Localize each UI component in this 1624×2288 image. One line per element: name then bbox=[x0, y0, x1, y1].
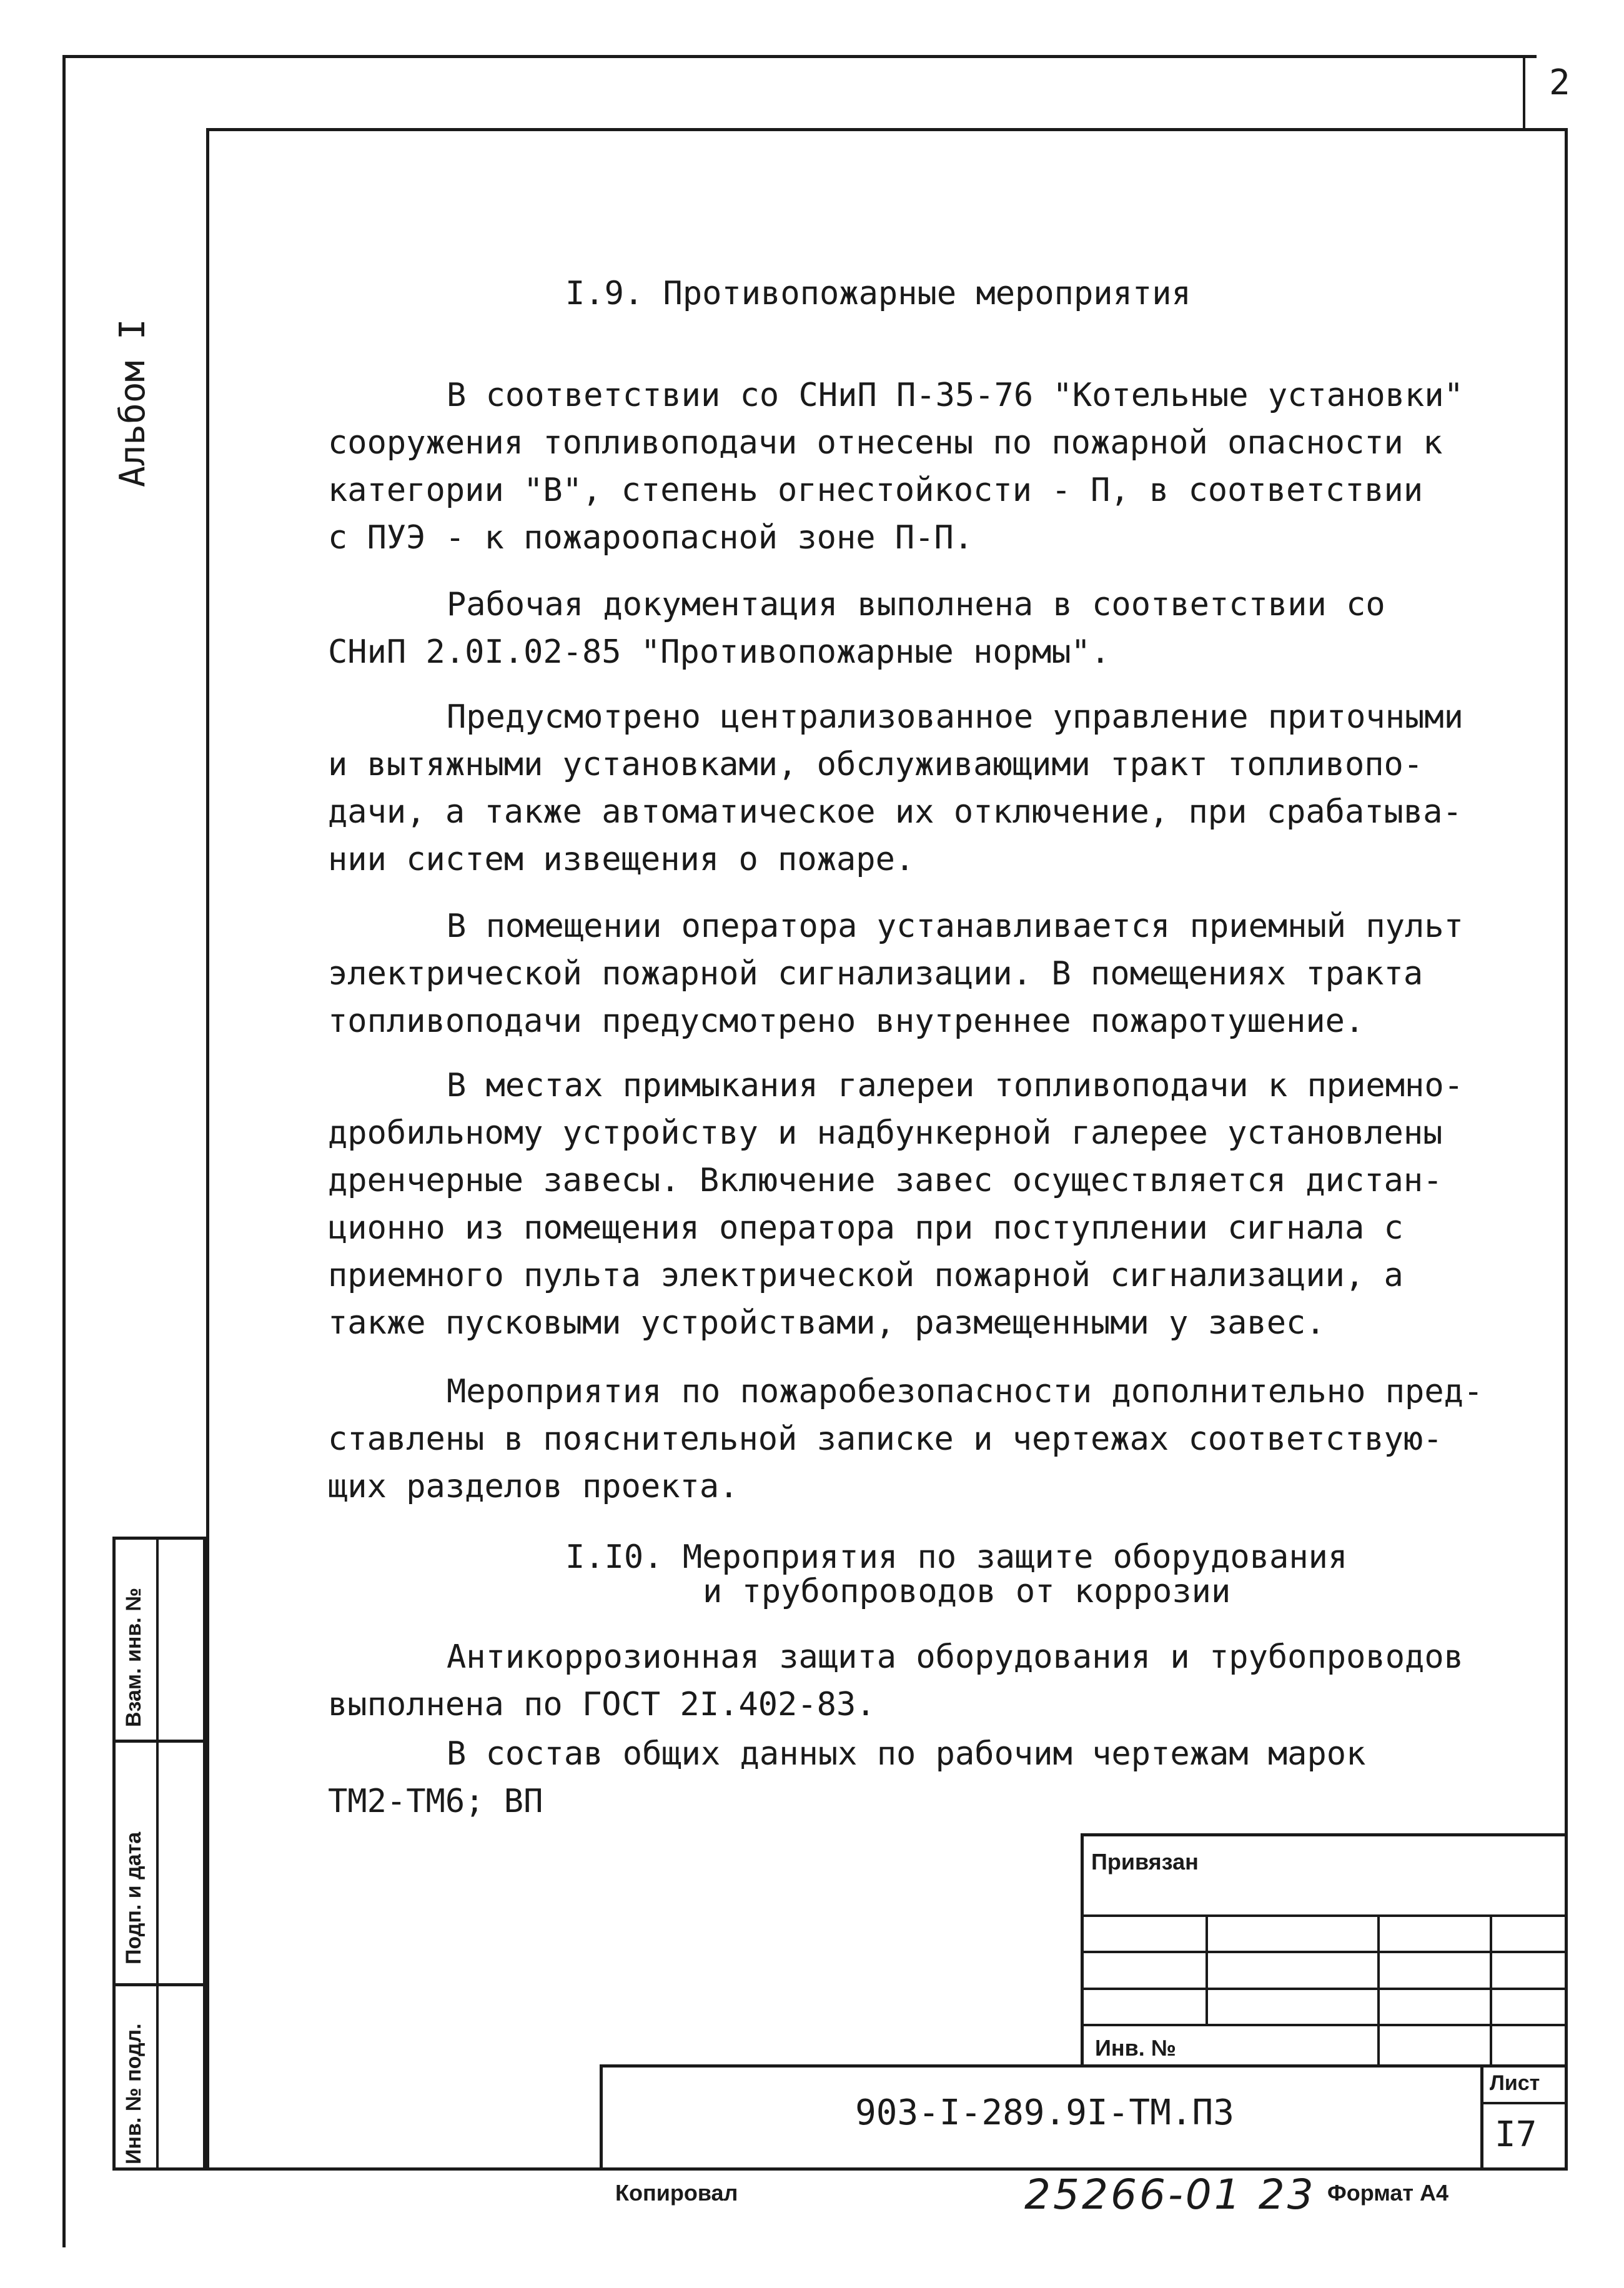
sheet-number: I7 bbox=[1495, 2114, 1537, 2155]
sheet-label: Лист bbox=[1490, 2071, 1540, 2095]
section-heading: I.I0. Мероприятия по защите оборудования bbox=[565, 1538, 1348, 1576]
paragraph: В помещении оператора устанавливается приемный пульт электрической пожарной сигнализации. В помещениях тракта топливоподачи предусмотрено внутреннее пожаротушение. bbox=[328, 908, 1463, 1040]
stamp-signature-date: Подп. и дата bbox=[122, 1831, 146, 1964]
grid-line bbox=[1490, 1914, 1492, 2068]
paragraph: В состав общих данных по рабочим чертежам марок ТМ2-ТМ6; ВП bbox=[328, 1735, 1366, 1820]
archive-number: 25266-01 23 bbox=[1024, 2171, 1316, 2219]
inv-number-label: Инв. № bbox=[1095, 2035, 1176, 2061]
title-block-stamp bbox=[1081, 1833, 1568, 2068]
album-label: Альбом I bbox=[112, 319, 153, 487]
grid-line bbox=[1084, 1951, 1565, 1953]
paragraph: В местах примыкания галереи топливоподачи к приемно- дробильному устройству и надбункерной галерее установлены дренчерные завесы. Включение завес осуществляется дистан- ционно из помещения оператора при поступлении сигнала с приемного пульта электрической пожарной сигнализации, а также пусковыми устройствами, размещенными у завес. bbox=[328, 1067, 1463, 1342]
copied-label: Копировал bbox=[615, 2180, 738, 2206]
paragraph: Мероприятия по пожаробезопасности дополнительно пред- ставлены в пояснительной записке и чертежах соответствую- щих разделов проекта. bbox=[328, 1373, 1483, 1505]
page-corner-number: 2 bbox=[1549, 62, 1570, 103]
grid-line bbox=[1084, 2024, 1565, 2026]
stamp-inv-original: Инв. № подл. bbox=[122, 2023, 146, 2164]
section-heading-line2: и трубопроводов от коррозии bbox=[703, 1573, 1231, 1610]
grid-line bbox=[1084, 1988, 1565, 1990]
corner-divider bbox=[1523, 55, 1525, 130]
side-stamp-column bbox=[112, 1537, 206, 2171]
section-heading: I.9. Противопожарные мероприятия bbox=[565, 275, 1191, 312]
paragraph: Предусмотрено централизованное управление приточными и вытяжными установками, обслуживающими тракт топливопо- дачи, а также автоматическое их отключение, при срабатыва- нии систем извещения о пожаре. bbox=[328, 698, 1463, 878]
stamp-replaced-inv: Взам. инв. № bbox=[122, 1587, 146, 1727]
grid-line bbox=[1377, 1914, 1380, 2068]
outer-frame-top bbox=[62, 55, 1537, 58]
sheet-cell bbox=[1480, 2068, 1565, 2167]
title-block-main bbox=[600, 2064, 1568, 2171]
linked-label: Привязан bbox=[1091, 1849, 1199, 1874]
stamp-inner-divider bbox=[156, 1540, 159, 2167]
stamp-divider bbox=[116, 1983, 203, 1986]
paragraph: Антикоррозионная защита оборудования и трубопроводов выполнена по ГОСТ 2I.402-83. bbox=[328, 1638, 1463, 1723]
paragraph: Рабочая документация выполнена в соответствии со СНиП 2.0I.02-85 "Противопожарные нормы". bbox=[328, 586, 1385, 671]
stamp-divider bbox=[116, 1740, 203, 1743]
document-code: 903-I-289.9I-ТМ.ПЗ bbox=[855, 2092, 1234, 2133]
grid-line bbox=[1206, 1914, 1208, 2024]
outer-frame-left bbox=[62, 55, 66, 2247]
paragraph: В соответствии со СНиП П-35-76 "Котельные установки" сооружения топливоподачи отнесены по пожарной опасности к категории "В", степень огнестойкости - П, в соответствии с ПУЭ - к пожароопасной зоне П-П. bbox=[328, 377, 1463, 557]
sheet-divider bbox=[1483, 2102, 1565, 2104]
format-label: Формат А4 bbox=[1327, 2180, 1449, 2206]
grid-line bbox=[1084, 1914, 1565, 1917]
